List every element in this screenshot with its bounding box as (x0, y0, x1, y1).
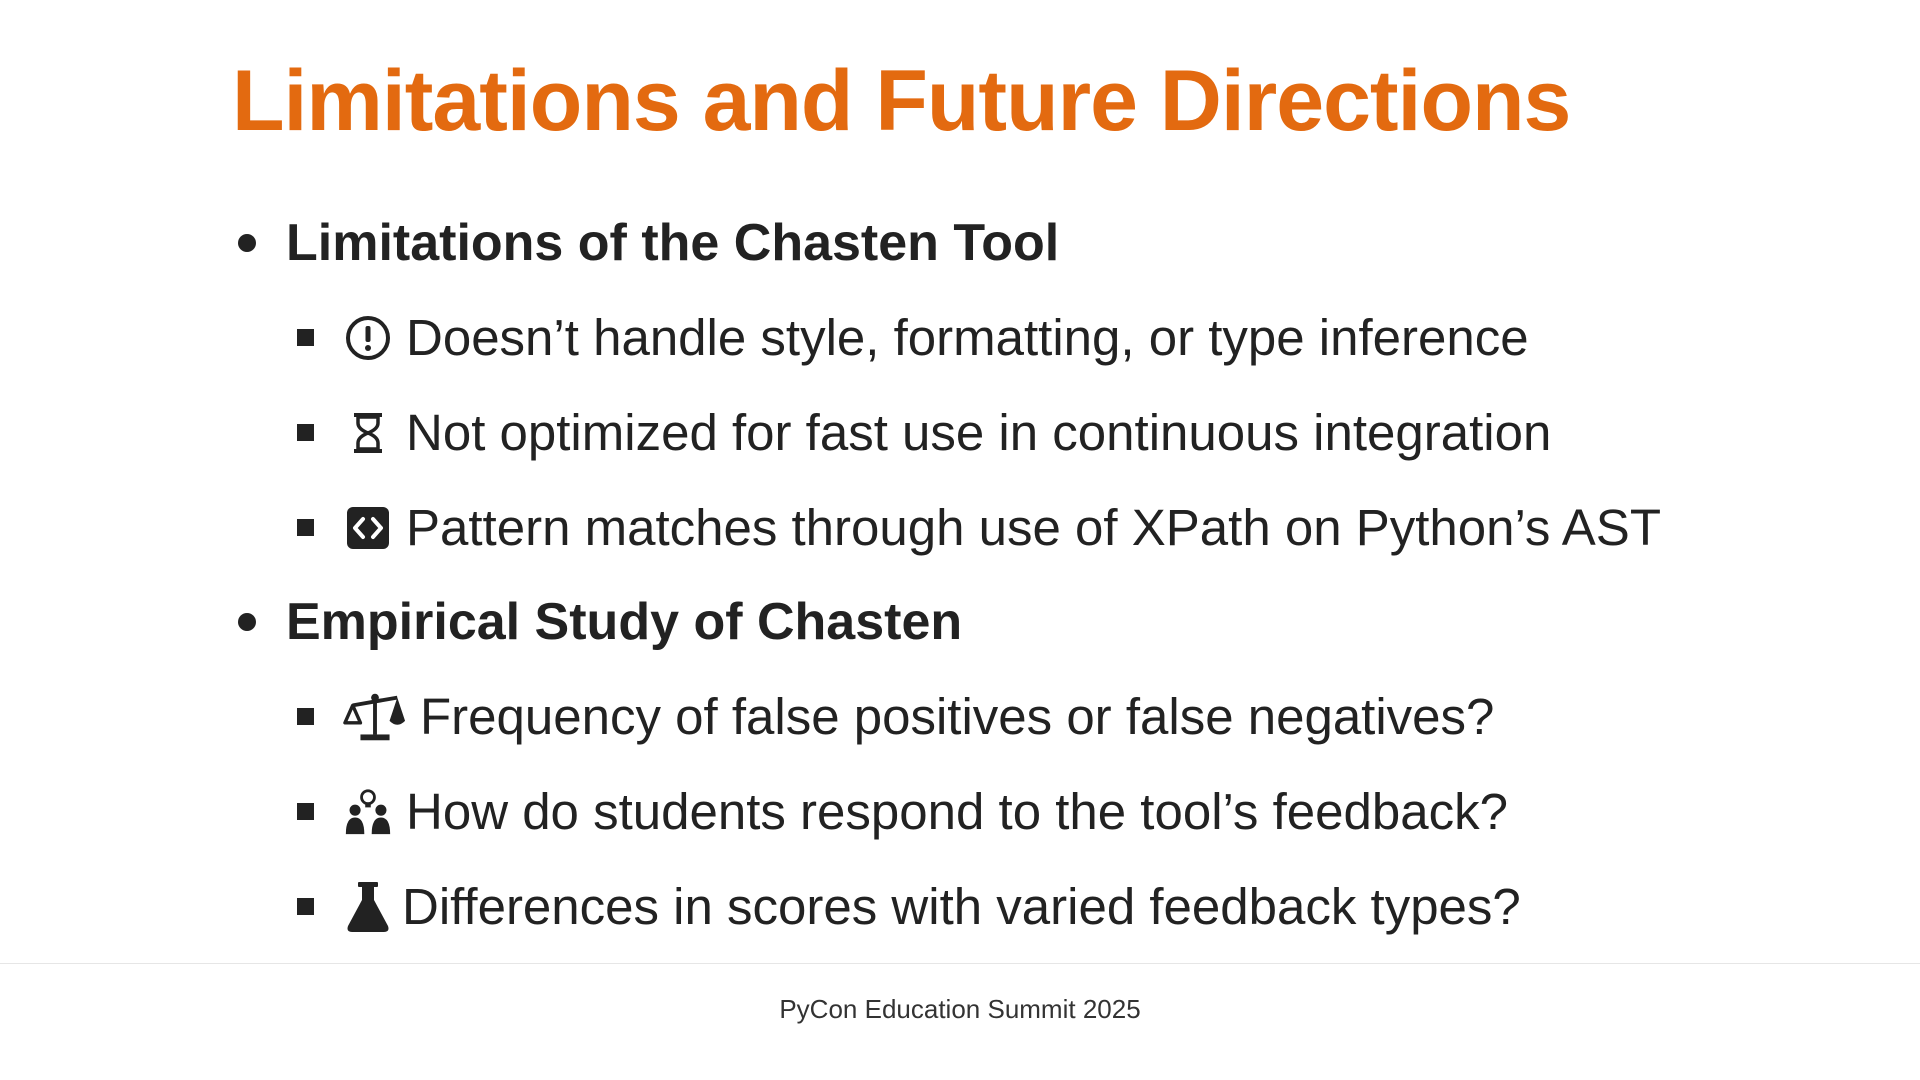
square-bullet (297, 424, 314, 441)
bullet-dot (238, 234, 256, 252)
slide-content (238, 196, 1878, 954)
square-bullet (297, 519, 314, 536)
section-heading: Empirical Study of Chasten (286, 593, 963, 651)
list-item (238, 859, 1878, 954)
square-bullet (297, 329, 314, 346)
code-square-icon (342, 502, 394, 554)
list-item (238, 764, 1878, 859)
list-item (238, 480, 1878, 575)
item-text: Not optimized for fast use in continuous integration (406, 404, 1552, 461)
hourglass-icon (342, 407, 394, 459)
section-limitations (238, 196, 1878, 575)
bullet-heading (238, 575, 1878, 669)
list-item (238, 385, 1878, 480)
bullet-heading (238, 196, 1878, 290)
item-text: Frequency of false positives or false negatives? (420, 688, 1495, 745)
item-text: Differences in scores with varied feedback types? (402, 878, 1521, 935)
slide-footer (0, 963, 1920, 1080)
footer-text: PyCon Education Summit 2025 (779, 994, 1141, 1024)
item-text: Doesn’t handle style, formatting, or type inference (406, 309, 1529, 366)
square-bullet (297, 708, 314, 725)
balance-scale-icon (342, 691, 408, 743)
section-empirical-study (238, 575, 1878, 954)
section-heading: Limitations of the Chasten Tool (286, 214, 1060, 272)
slide-title: Limitations and Future Directions (232, 53, 1571, 149)
item-text: Pattern matches through use of XPath on Python’s AST (406, 499, 1661, 556)
sub-list (238, 290, 1878, 575)
item-text: How do students respond to the tool’s feedback? (406, 783, 1508, 840)
list-item (238, 669, 1878, 764)
square-bullet (297, 803, 314, 820)
people-idea-icon (342, 786, 394, 838)
sub-list (238, 669, 1878, 954)
square-bullet (297, 898, 314, 915)
list-item (238, 290, 1878, 385)
bullet-dot (238, 613, 256, 631)
flask-icon (342, 881, 394, 933)
alert-circle-icon (342, 312, 394, 364)
